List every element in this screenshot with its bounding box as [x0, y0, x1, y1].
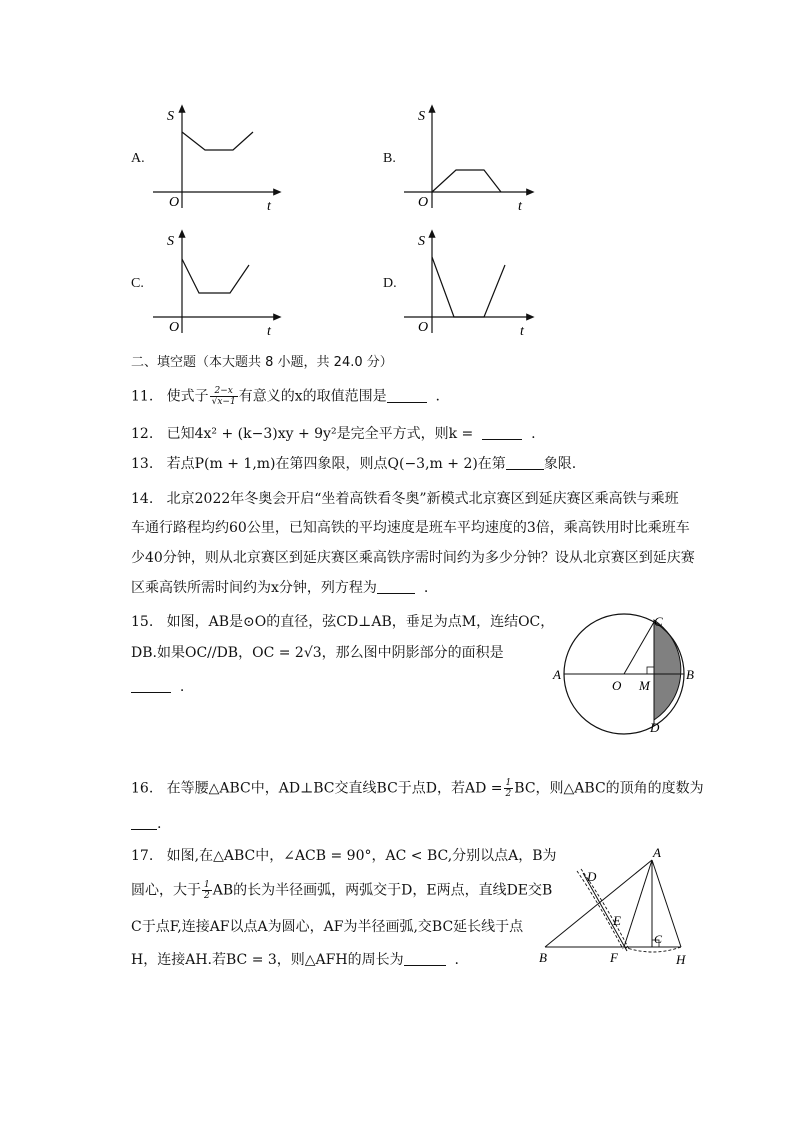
q17-label-f: F — [610, 950, 618, 965]
q14-answer-blank[interactable] — [377, 579, 415, 594]
q15-line2: DB.如果OC//DB，OC = 2√3，那么图中阴影部分的面积是 — [131, 645, 504, 661]
question-15-line-2 — [131, 643, 504, 663]
q17-segment-ba — [545, 860, 652, 947]
q11-number: 11. — [131, 388, 154, 405]
question-17-line-1 — [131, 846, 557, 866]
q15-segment-oc — [624, 622, 654, 674]
q16-frac-num: 1 — [505, 778, 512, 788]
q15-line1: 如图，AB是⊙O的直径，弦CD⊥AB，垂足为点M，连结OC， — [166, 614, 555, 630]
q12-end: . — [531, 426, 536, 442]
question-14-line-1 — [131, 489, 679, 509]
q14-line2: 车通行路程均约60公里，已知高铁的平均速度是班车平均速度的3倍，乘高铁用时比乘班车 — [131, 520, 690, 536]
q11-pre: 使式子 — [166, 388, 209, 405]
q16-line1a: 在等腰△ABC中，AD⊥BC交直线BC于点D，若AD = — [166, 780, 503, 797]
q14-line3: 少40分钟，则从北京赛区到延庆赛区乘高铁序需时间约为多少分钟？设从北京赛区到延庆赛 — [131, 550, 695, 566]
q15-answer-blank[interactable] — [131, 678, 171, 693]
q13-answer-blank[interactable] — [506, 455, 544, 470]
q17-segment-af — [624, 860, 652, 947]
option-c-label: C. — [131, 276, 144, 291]
graph-d-curve — [432, 257, 505, 317]
q17-label-a: A — [653, 845, 661, 860]
question-14-line-2 — [131, 518, 690, 538]
q14-end: . — [423, 580, 429, 596]
q17-label-b: B — [539, 950, 547, 965]
q17-number: 17. — [131, 848, 154, 864]
q17-arc-fh — [624, 947, 681, 952]
q17-line4: H，连接AH.若BC = 3，则△AFH的周长为 — [131, 952, 404, 968]
q11-fraction — [210, 386, 238, 407]
q13-text: 若点P(m + 1,m)在第四象限，则点Q(−3,m + 2)在第 — [166, 456, 506, 472]
graph-a-origin: O — [169, 195, 180, 210]
graph-a-x-label: t — [267, 199, 271, 214]
q15-shaded-region — [654, 620, 681, 720]
q11-answer-blank[interactable] — [387, 388, 427, 403]
q17-frac-den: 2 — [204, 891, 210, 901]
q17-line1: 如图,在△ABC中，∠ACB = 90°，AC < BC,分别以点A，B为 — [166, 848, 557, 864]
question-12 — [131, 424, 536, 444]
q15-label-c: C — [654, 614, 663, 629]
q14-line4: 区乘高铁所需时间约为x分钟，列方程为 — [131, 580, 377, 596]
q13-number: 13. — [131, 456, 154, 472]
q17-line2a: 圆心，大于 — [131, 882, 201, 899]
q16-number: 16. — [131, 780, 154, 797]
question-17-line-2 — [131, 880, 552, 901]
graph-c-y-label: S — [167, 234, 174, 249]
graph-c-x-label: t — [267, 324, 271, 339]
q12-text: 已知4x² + (k−3)xy + 9y²是完全平方式，则k = — [166, 426, 474, 442]
q15-label-b: B — [686, 667, 694, 682]
q15-figure — [550, 610, 700, 740]
q17-figure — [535, 845, 700, 970]
q17-frac-num: 1 — [204, 880, 210, 890]
question-13 — [131, 454, 576, 474]
q17-label-d: D — [587, 869, 597, 884]
q15-label-d: D — [650, 720, 660, 735]
section-title: 二、填空题（本大题共 8 小题，共 24.0 分） — [131, 355, 393, 370]
graph-b-curve — [432, 170, 501, 192]
q11-frac-den: √x−1 — [211, 397, 236, 407]
option-d-label: D. — [383, 276, 397, 291]
graph-b-y-label: S — [418, 109, 425, 124]
graph-b-x-label: t — [518, 199, 522, 214]
question-16-line-2 — [131, 814, 161, 834]
question-16-line-1 — [131, 778, 704, 799]
q17-line3: C于点F,连接AF以点A为圆心，AF为半径画弧,交BC延长线于点 — [131, 919, 524, 935]
q17-label-e: E — [613, 913, 621, 928]
q15-label-o: O — [612, 678, 622, 693]
question-17-line-3 — [131, 917, 523, 937]
graph-c-origin: O — [169, 320, 180, 335]
option-b-graph — [398, 100, 538, 215]
q12-answer-blank[interactable] — [482, 425, 522, 440]
graph-d-y-label: S — [418, 234, 425, 249]
question-14-line-4 — [131, 578, 428, 598]
question-14-line-3 — [131, 548, 695, 568]
q11-post: 有意义的x的取值范围是 — [238, 388, 387, 405]
q15-label-a: A — [553, 667, 561, 682]
q14-line1: 北京2022年冬奥会开启“坐着高铁看冬奥”新模式北京赛区到延庆赛区乘高铁与乘班 — [166, 491, 679, 507]
option-b-label: B. — [383, 151, 396, 166]
option-a-graph — [145, 100, 285, 215]
graph-a-y-label: S — [167, 109, 174, 124]
q15-right-angle — [647, 667, 654, 674]
q17-line-de — [583, 873, 627, 951]
q12-number: 12. — [131, 426, 154, 442]
graph-d-x-label: t — [520, 324, 524, 339]
q17-answer-blank[interactable] — [404, 951, 446, 966]
q16-end: . — [157, 816, 162, 832]
graph-d-origin: O — [418, 320, 429, 335]
option-c-graph — [145, 225, 285, 340]
q17-fraction — [202, 880, 212, 901]
question-15-line-1 — [131, 612, 554, 632]
q15-number: 15. — [131, 614, 154, 630]
q16-fraction — [504, 778, 514, 799]
q17-label-c: C — [654, 932, 663, 946]
question-15-line-3 — [131, 677, 184, 697]
q14-number: 14. — [131, 491, 154, 507]
q11-end: . — [435, 388, 440, 405]
option-d-graph — [398, 225, 538, 340]
question-11 — [131, 386, 440, 407]
graph-c-curve — [182, 259, 249, 293]
q15-end: . — [179, 679, 185, 695]
q17-label-h: H — [676, 952, 686, 967]
q16-line1b: BC，则△ABC的顶角的度数为 — [514, 780, 704, 797]
graph-a-curve — [182, 132, 253, 150]
graph-b-origin: O — [418, 195, 429, 210]
q17-end: . — [454, 952, 459, 968]
question-17-line-4 — [131, 950, 459, 970]
q16-frac-den: 2 — [505, 789, 512, 799]
option-a-label: A. — [131, 151, 145, 166]
q17-arc-1 — [577, 871, 623, 949]
q16-answer-blank[interactable] — [131, 815, 157, 830]
q15-label-m: M — [639, 678, 650, 693]
q17-line2b: AB的长为半径画弧，两弧交于D，E两点，直线DE交B — [212, 882, 553, 899]
q11-frac-num: 2−x — [210, 386, 238, 397]
q13-end: 象限. — [543, 456, 577, 472]
